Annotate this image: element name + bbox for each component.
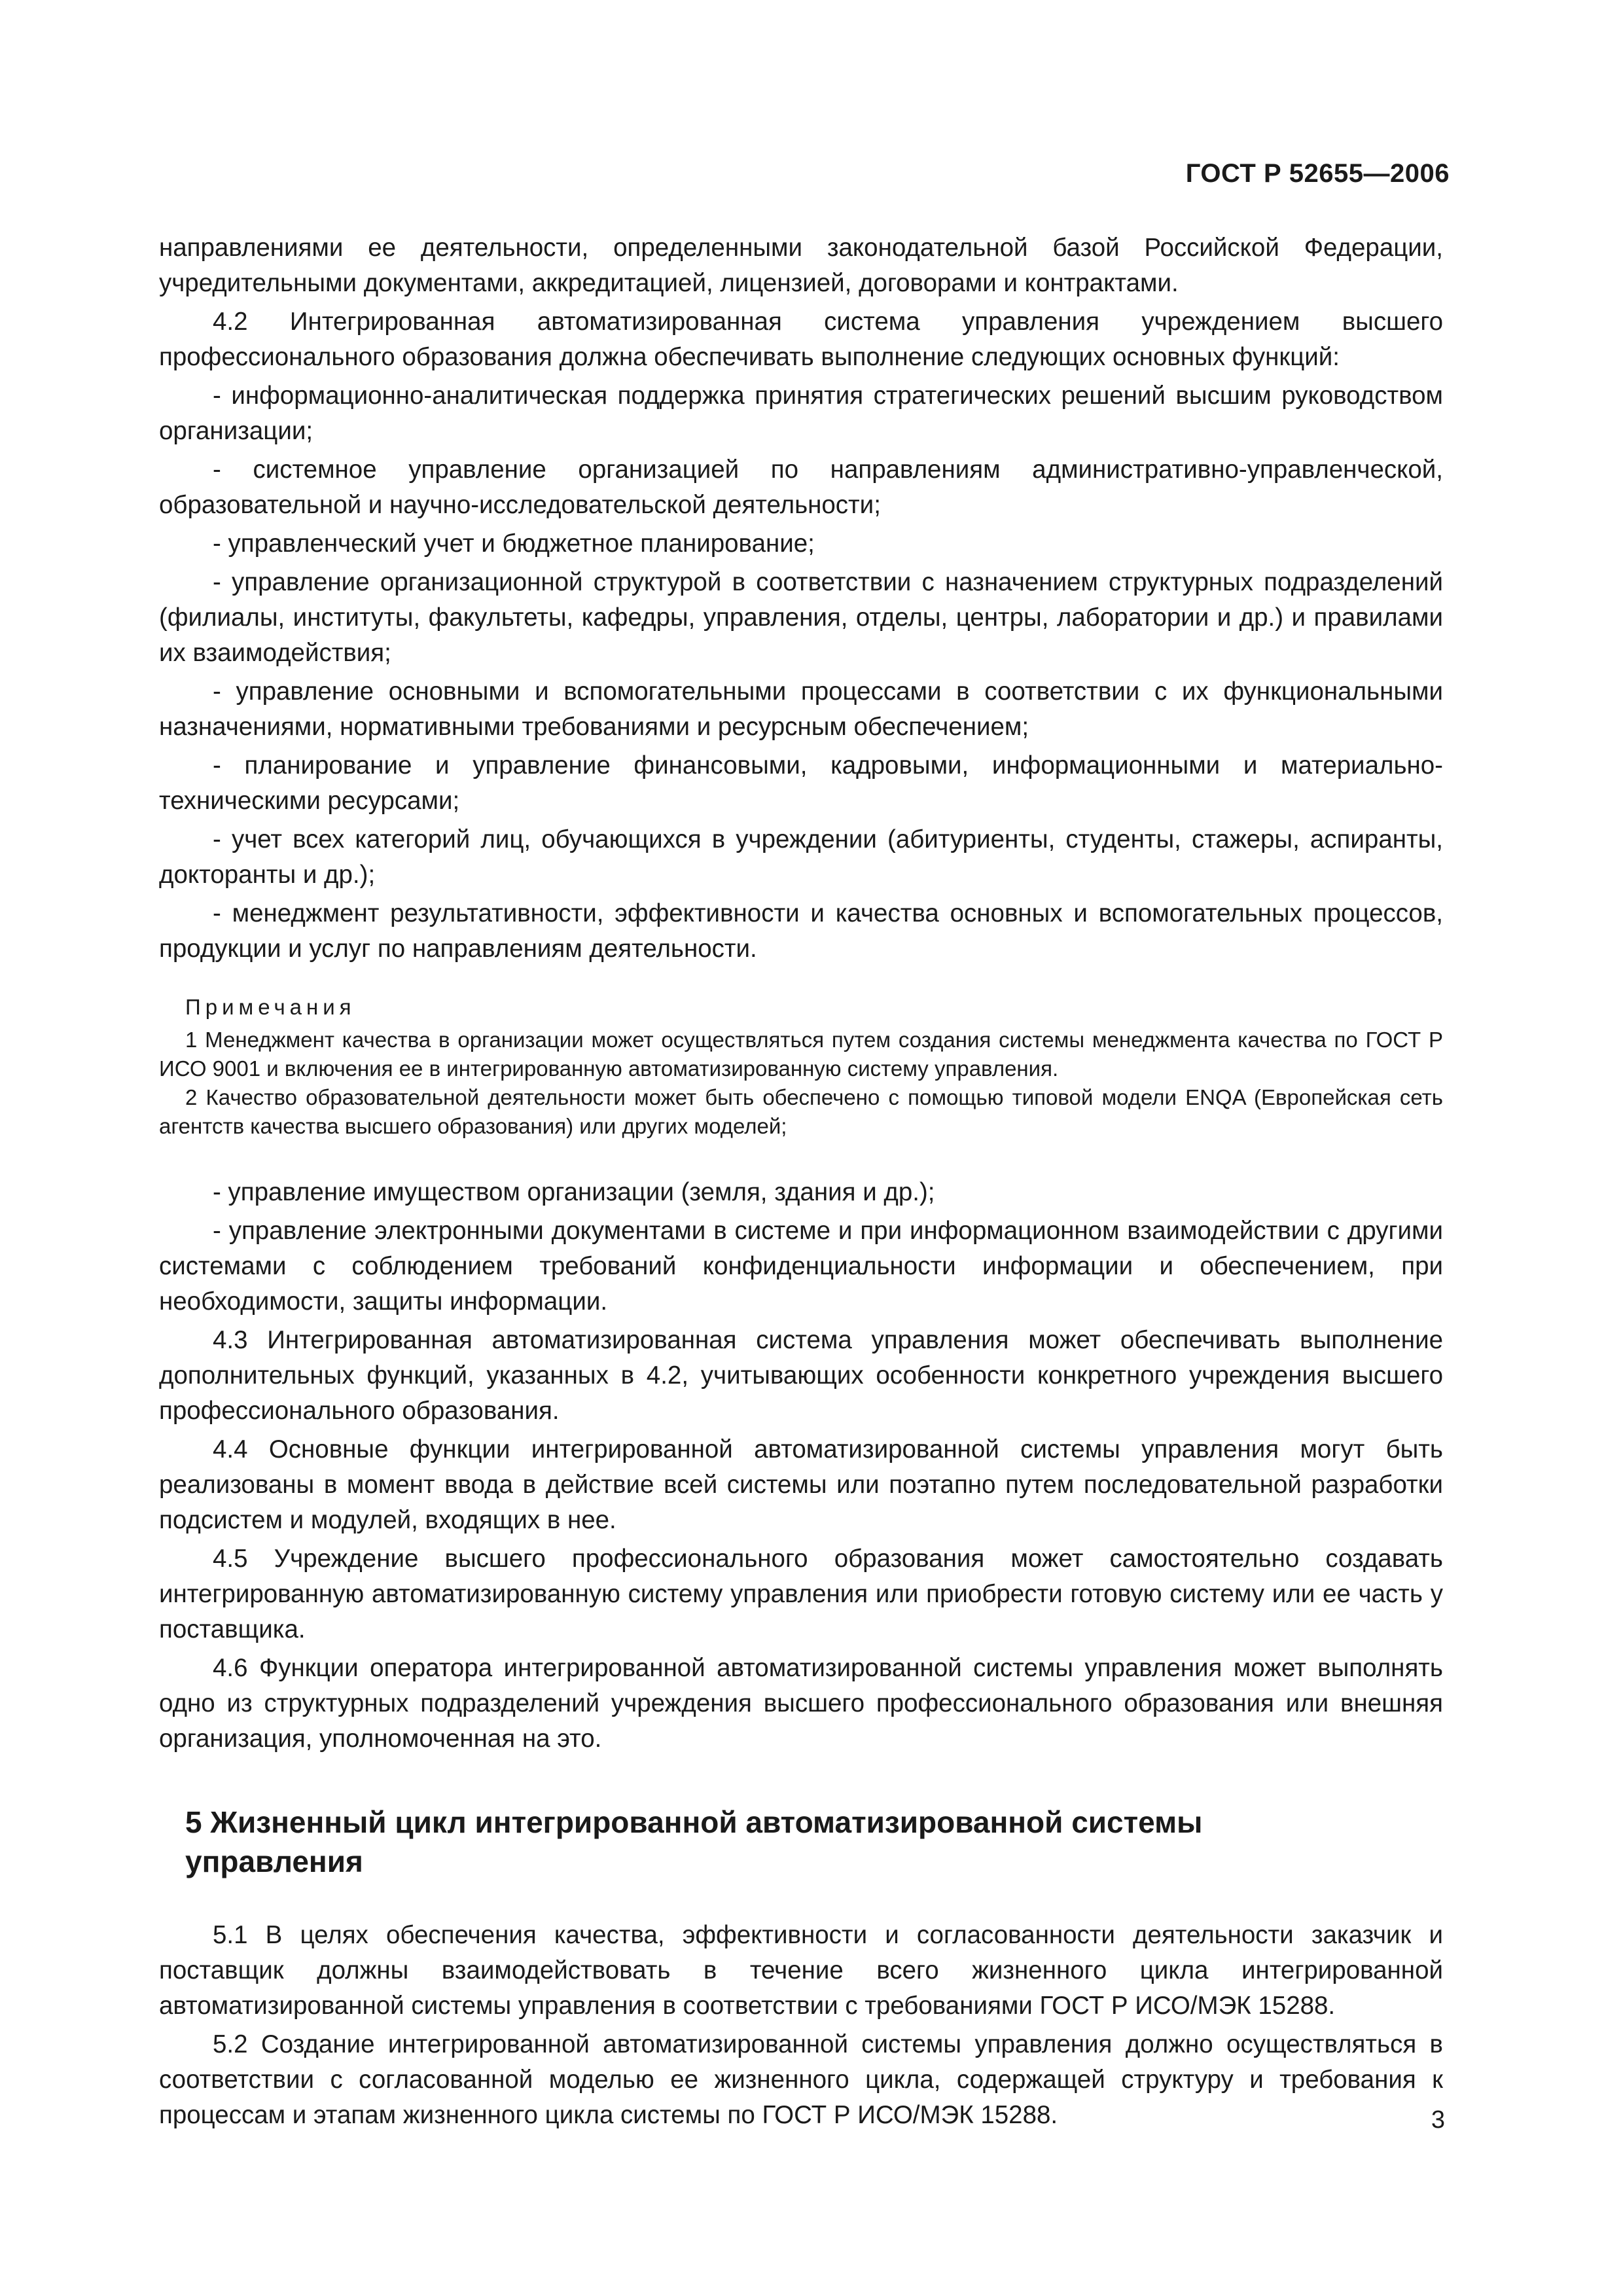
- notes-title: Примечания: [185, 995, 356, 1019]
- paragraph: - управленческий учет и бюджетное планирование;: [213, 529, 815, 558]
- paragraph-block-bottom: [159, 1918, 1443, 2133]
- paragraph-block-middle: [159, 1175, 1443, 1757]
- paragraph: 5.2 Создание интегрированной автоматизированной системы управления должно осуществляться в соответствии с согласованной моделью ее жизненного цикла, содержащей структуру и требования к процессам и этапам жизненного цикла системы по ГОСТ Р ИСО/МЭК 15288.: [159, 2030, 1443, 2129]
- note-item: 1 Менеджмент качества в организации может осуществляться путем создания системы менеджмента качества по ГОСТ Р ИСО 9001 и включения ее в интегрированную автоматизированную систему управления.: [159, 1028, 1443, 1081]
- paragraph: 4.2 Интегрированная автоматизированная система управления учреждением высшего профессионального образования должна обеспечивать выполнение следующих основных функций:: [159, 308, 1443, 371]
- paragraph: - управление имуществом организации (земля, здания и др.);: [213, 1178, 935, 1206]
- paragraph: - информационно-аналитическая поддержка принятия стратегических решений высшим руководством организации;: [159, 382, 1443, 445]
- document-header-id: ГОСТ Р 52655—2006: [1185, 159, 1450, 188]
- paragraph: - управление электронными документами в системе и при информационном взаимодействии с другими системами с соблюдением требований конфиденциальности информации и обеспечением, при необходимости, защиты информации.: [159, 1217, 1443, 1316]
- paragraph: 4.4 Основные функции интегрированной автоматизированной системы управления могут быть реализованы в момент ввода в действие всей системы или поэтапно путем последовательной разработки подсистем и модулей, входящих в нее.: [159, 1435, 1443, 1534]
- section-heading: 5 Жизненный цикл интегрированной автоматизированной системы управления: [185, 1805, 1203, 1878]
- paragraph: - менеджмент результативности, эффективности и качества основных и вспомогательных процессов, продукции и услуг по направлениям деятельности.: [159, 899, 1443, 963]
- paragraph: - системное управление организацией по направлениям административно-управленческой, образовательной и научно-исследовательской деятельности;: [159, 456, 1443, 519]
- paragraph: - планирование и управление финансовыми, кадровыми, информационными и материально-техническими ресурсами;: [159, 751, 1443, 815]
- paragraph: направлениями ее деятельности, определенными законодательной базой Российской Федерации, учредительными документами, аккредитацией, лицензией, договорами и контрактами.: [159, 234, 1443, 297]
- notes-block: [159, 993, 1443, 1141]
- paragraph: 4.3 Интегрированная автоматизированная система управления может обеспечивать выполнение дополнительных функций, указанных в 4.2, учитывающих особенности конкретного учреждения высшего профессионального образования.: [159, 1326, 1443, 1425]
- document-body: [159, 230, 1443, 2136]
- paragraph: - учет всех категорий лиц, обучающихся в учреждении (абитуриенты, студенты, стажеры, аспиранты, докторанты и др.);: [159, 825, 1443, 889]
- paragraph: - управление основными и вспомогательными процессами в соответствии с их функциональными назначениями, нормативными требованиями и ресурсным обеспечением;: [159, 677, 1443, 741]
- paragraph: 5.1 В целях обеспечения качества, эффективности и согласованности деятельности заказчик и поставщик должны взаимодействовать в течение всего жизненного цикла интегрированной автоматизированной системы управления в соответствии с требованиями ГОСТ Р ИСО/МЭК 15288.: [159, 1921, 1443, 2020]
- paragraph-block-top: [159, 230, 1443, 967]
- page-number: 3: [1431, 2106, 1445, 2134]
- paragraph: - управление организационной структурой в соответствии с назначением структурных подразделений (филиалы, институты, факультеты, кафедры, управления, отделы, центры, лаборатории и др.) и правилами их взаимодействия;: [159, 568, 1443, 667]
- note-item: 2 Качество образовательной деятельности может быть обеспечено с помощью типовой модели ENQA (Европейская сеть агентств качества высшего образования) или других моделей;: [159, 1085, 1443, 1138]
- paragraph: 4.6 Функции оператора интегрированной автоматизированной системы управления может выполнять одно из структурных подразделений учреждения высшего профессионального образования или внешняя организация, уполномоченная на это.: [159, 1654, 1443, 1753]
- paragraph: 4.5 Учреждение высшего профессионального образования может самостоятельно создавать интегрированную автоматизированную систему управления или приобрести готовую систему или ее часть у поставщика.: [159, 1545, 1443, 1643]
